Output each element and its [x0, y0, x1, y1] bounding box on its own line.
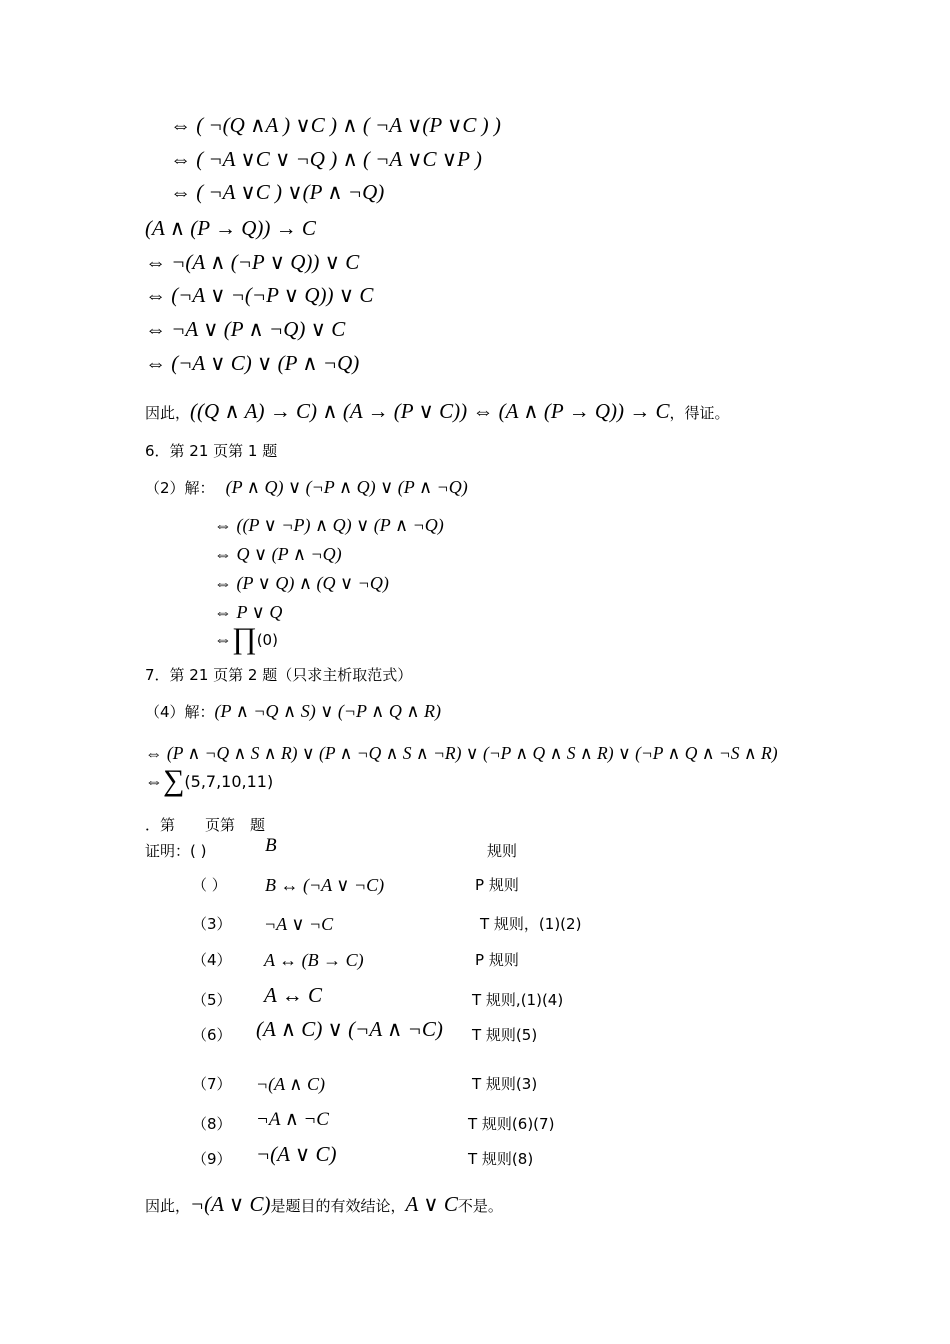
equiv-arrow: ⇔: [145, 771, 163, 791]
proof-num: （5）: [192, 991, 232, 1009]
solution-line: [145, 702, 441, 720]
conclusion-suffix: ，得证。: [669, 404, 730, 422]
product-arg: (0): [256, 631, 278, 649]
proof-formula: ¬(A ∨ C): [256, 1142, 337, 1166]
solution-label: （4）解：: [145, 703, 215, 721]
question-heading: 7．第 21 页第 2 题（只求主析取范式）: [145, 666, 413, 684]
proof-formula: B ↔ (¬A ∨ ¬C): [265, 875, 385, 895]
sum-line: [145, 766, 273, 796]
sum-symbol: ∑: [163, 764, 185, 797]
proof-rule: T 规则，(1)(2): [480, 915, 582, 933]
proof-rule: P 规则: [475, 876, 519, 894]
derivation-line: ⇔ ¬A ∨ (P ∧ ¬Q) ∨ C: [145, 317, 346, 341]
derivation-line: ⇔ ( ¬A ∨C ∨ ¬Q ) ∧ ( ¬A ∨C ∨P ): [170, 147, 482, 171]
derivation-step: ⇔ P ∨ Q: [214, 602, 283, 622]
proof-rule: P 规则: [475, 951, 519, 969]
proof-formula: ¬A ∧ ¬C: [256, 1109, 329, 1130]
derivation-step: ⇔ ((P ∨ ¬P) ∧ Q) ∨ (P ∧ ¬Q): [214, 515, 444, 535]
derivation-line: (A ∧ (P → Q)) → C: [145, 216, 316, 240]
question-heading: 6．第 21 页第 1 题: [145, 442, 278, 460]
proof-num: （7）: [192, 1075, 232, 1093]
proof-num: （3）: [192, 915, 232, 933]
proof-formula: ¬(A ∧ C): [256, 1074, 325, 1094]
conclusion-prefix: 因此，: [145, 404, 191, 422]
final-conclusion: [145, 1194, 503, 1215]
conclusion-formula: ((Q ∧ A) → C) ∧ (A → (P ∨ C)) ⇔ (A ∧ (P → Q)) → C: [190, 399, 670, 423]
proof-num: （8）: [192, 1115, 232, 1133]
final-suffix: 不是。: [457, 1197, 503, 1215]
proof-num: （6）: [192, 1026, 232, 1044]
proof-formula: A ↔ C: [264, 983, 322, 1007]
derivation-line: ⇔ ( ¬(Q ∧A ) ∨C ) ∧ ( ¬A ∨(P ∨C ) ): [170, 113, 501, 137]
derivation-line: ⇔ ¬(A ∧ (¬P ∨ Q)) ∨ C: [145, 250, 360, 274]
solution-formula: (P ∧ Q) ∨ (¬P ∧ Q) ∨ (P ∧ ¬Q): [225, 477, 468, 497]
proof-rule: T 规则(6)(7): [468, 1115, 555, 1133]
question-heading: ．第 页第 题: [145, 816, 266, 834]
proof-formula: (A ∧ C) ∨ (¬A ∧ ¬C): [256, 1017, 443, 1041]
sum-arg: (5,7,10,11): [184, 772, 274, 791]
final-formula-invalid: A ∨ C: [405, 1192, 458, 1216]
proof-formula: A ↔ (B → C): [264, 950, 364, 970]
solution-label: （2）解：: [145, 479, 215, 497]
derivation-line: ⇔ ( ¬A ∨C ) ∨(P ∧ ¬Q): [170, 180, 385, 204]
proof-num: （ ）: [192, 876, 227, 894]
solution-formula: (P ∧ ¬Q ∧ S) ∨ (¬P ∧ Q ∧ R): [214, 701, 442, 721]
derivation-line: ⇔ (¬A ∨ ¬(¬P ∨ Q)) ∨ C: [145, 283, 374, 307]
expansion-line: ⇔ (P ∧ ¬Q ∧ S ∧ R) ∨ (P ∧ ¬Q ∧ S ∧ ¬R) ∨ (¬P ∧ Q ∧ S ∧ R) ∨ (¬P ∧ Q ∧ ¬S ∧ R): [145, 743, 778, 763]
final-middle: 是题目的有效结论，: [270, 1197, 406, 1215]
proof-rule: T 规则(8): [468, 1150, 534, 1168]
equiv-arrow: ⇔: [214, 629, 232, 649]
derivation-step: ⇔ (P ∨ Q) ∧ (Q ∨ ¬Q): [214, 573, 389, 593]
solution-line: [145, 478, 468, 496]
conclusion-line: [145, 401, 730, 422]
final-formula-valid: ¬(A ∨ C): [190, 1192, 271, 1216]
proof-num: （4）: [192, 951, 232, 969]
proof-num: （9）: [192, 1150, 232, 1168]
proof-rule: T 规则(5): [472, 1026, 538, 1044]
proof-label: 证明：( ): [145, 842, 207, 860]
proof-rule: T 规则(3): [472, 1075, 538, 1093]
product-line: [214, 624, 278, 654]
proof-rule: 规则: [487, 842, 518, 860]
derivation-line: ⇔ (¬A ∨ C) ∨ (P ∧ ¬Q): [145, 351, 360, 375]
proof-formula: ¬A ∨ ¬C: [264, 914, 334, 934]
proof-formula: B: [265, 835, 277, 856]
final-prefix: 因此，: [145, 1197, 191, 1215]
product-symbol: ∏: [232, 622, 257, 655]
derivation-step: ⇔ Q ∨ (P ∧ ¬Q): [214, 544, 342, 564]
proof-rule: T 规则,(1)(4): [472, 991, 564, 1009]
